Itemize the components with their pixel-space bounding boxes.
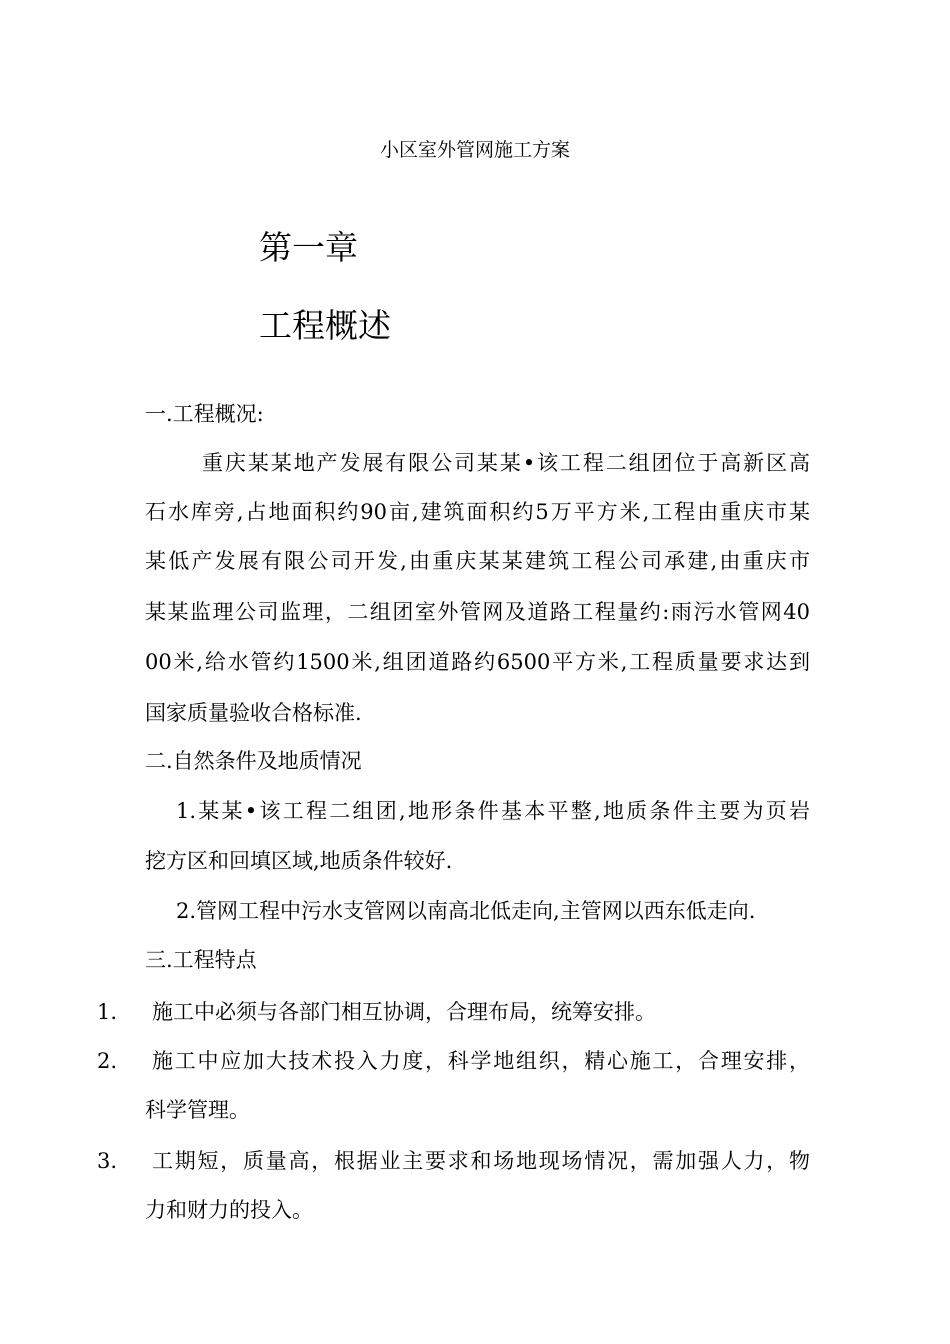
list-item-line: 工期短，质量高，根据业主要求和场地现场情况，需加强人力，物 xyxy=(152,1149,810,1173)
chapter-title: 工程概述 xyxy=(259,306,391,345)
document-title: 小区室外管网施工方案 xyxy=(379,139,570,161)
paragraph-line: 国家质量验收合格标准. xyxy=(145,701,362,725)
list-item-line: 科学管理。 xyxy=(145,1098,250,1122)
paragraph-line: 某某监理公司监理，二组团室外管网及道路工程量约:雨污水管网40 xyxy=(145,600,810,624)
section-heading-conditions: 二.自然条件及地质情况 xyxy=(145,749,362,773)
list-number: 3. xyxy=(97,1149,118,1173)
list-item-line: 施工中应加大技术投入力度，科学地组织，精心施工，合理安排， xyxy=(152,1049,810,1073)
paragraph-line: 挖方区和回填区域,地质条件较好. xyxy=(145,849,453,873)
chapter-number: 第一章 xyxy=(259,228,358,267)
list-number: 2. xyxy=(97,1049,118,1073)
paragraph-line: 石水库旁,占地面积约90亩,建筑面积约5万平方米,工程由重庆市某 xyxy=(145,500,810,524)
paragraph-line: 某低产发展有限公司开发,由重庆某某建筑工程公司承建,由重庆市 xyxy=(145,549,810,573)
paragraph-line: 重庆某某地产发展有限公司某某•该工程二组团位于高新区高 xyxy=(202,451,810,475)
section-heading-overview: 一.工程概况: xyxy=(145,402,264,426)
list-number: 1. xyxy=(97,1000,118,1024)
list-item-line: 施工中必须与各部门相互协调，合理布局，统筹安排。 xyxy=(152,1000,656,1024)
paragraph-line: 1.某某•该工程二组团,地形条件基本平整,地质条件主要为页岩 xyxy=(176,799,810,823)
paragraph-line: 00米,给水管约1500米,组团道路约6500平方米,工程质量要求达到 xyxy=(145,650,810,674)
list-item-line: 力和财力的投入。 xyxy=(145,1198,313,1222)
section-heading-features: 三.工程特点 xyxy=(145,948,257,972)
paragraph-line: 2.管网工程中污水支管网以南高北低走向,主管网以西东低走向. xyxy=(176,899,756,923)
